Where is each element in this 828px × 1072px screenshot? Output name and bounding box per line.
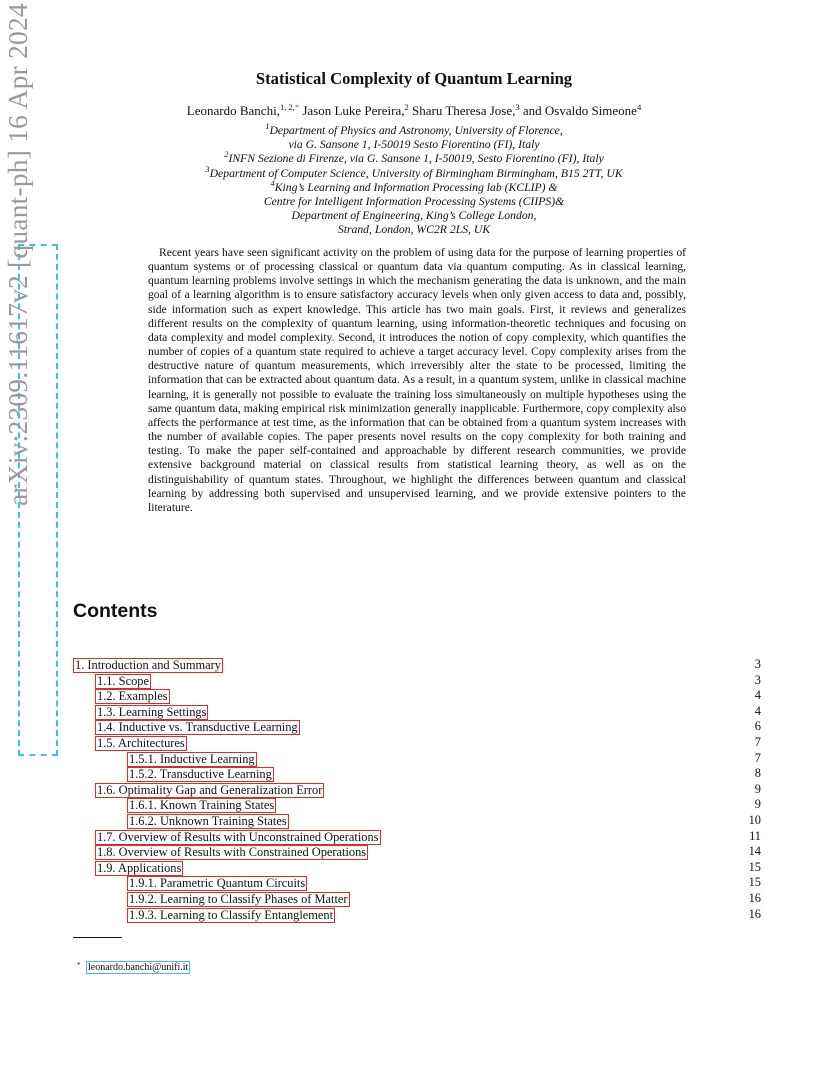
toc-row (0, 813, 828, 829)
contents-heading: Contents (73, 600, 158, 622)
author-affiliation-mark: 1, 2, (279, 102, 295, 112)
toc-page-number: 15 (748, 859, 761, 874)
toc-row (0, 657, 828, 673)
affiliation-text: via G. Sansone 1, I-50019 Sesto Fiorentino (FI), Italy (288, 138, 540, 152)
toc-page-number: 7 (754, 734, 761, 749)
toc-page-number: 16 (748, 906, 761, 921)
toc-entry-link[interactable]: 1.6. Optimality Gap and Generalization Error (97, 782, 323, 797)
toc-row (0, 907, 828, 923)
toc-row (0, 891, 828, 907)
author-footnote-link[interactable]: * (294, 102, 300, 112)
affiliation-number: 1 (265, 121, 270, 131)
toc-page-number: 3 (754, 657, 761, 671)
author-affiliation-mark: 2 (404, 102, 409, 112)
affiliation-line (0, 209, 828, 223)
toc-row (0, 704, 828, 720)
footnote-rule (73, 937, 122, 938)
affiliation-line (0, 149, 828, 166)
toc-page-number: 10 (748, 812, 761, 827)
toc-entry-link[interactable]: 1.6.2. Unknown Training States (129, 813, 287, 828)
toc-page-number: 16 (748, 890, 761, 905)
author-name: Sharu Theresa Jose, (408, 103, 516, 118)
author-name: Jason Luke Pereira, (299, 103, 405, 118)
author-name: Leonardo Banchi, (186, 103, 280, 118)
affiliation-line (0, 138, 828, 152)
affiliation-text: INFN Sezione di Firenze, via G. Sansone 1, I-50019, Sesto Fiorentino (FI), Italy (228, 152, 604, 166)
affiliation-text: Department of Computer Science, University of Birmingham Birmingham, B15 2TT, UK (209, 166, 623, 180)
toc-page-number: 6 (754, 719, 761, 734)
toc-entry-link[interactable]: 1.9.3. Learning to Classify Entanglement (129, 907, 334, 922)
toc-entry-link[interactable]: 1.1. Scope (97, 673, 149, 688)
footnote (77, 962, 190, 973)
affiliation-text: Department of Engineering, King’s College London, (291, 209, 537, 223)
toc-entry-link[interactable]: 1.7. Overview of Results with Unconstrained Operations (97, 829, 379, 844)
affiliation-line (0, 223, 828, 237)
toc-row (0, 766, 828, 782)
toc-entry-link[interactable]: 1.5. Architectures (97, 735, 185, 750)
toc-page-number: 9 (754, 797, 761, 812)
toc-page-number: 3 (754, 672, 761, 687)
toc-page-number: 8 (754, 766, 761, 781)
toc-page-number: 9 (754, 781, 761, 796)
toc-entry-link[interactable]: 1.6.1. Known Training States (129, 798, 275, 813)
toc-row (0, 751, 828, 767)
toc-entry-link[interactable]: 1.3. Learning Settings (97, 704, 207, 719)
affiliation-text: Department of Physics and Astronomy, University of Florence, (269, 124, 563, 137)
toc-entry-link[interactable]: 1.2. Examples (97, 689, 168, 704)
affiliation-line (0, 163, 828, 181)
toc-entry-link[interactable]: 1.9.1. Parametric Quantum Circuits (129, 876, 306, 891)
toc-entry-link[interactable]: 1.5.1. Inductive Learning (129, 751, 255, 766)
affiliation-number: 3 (205, 163, 210, 174)
paper-title: Statistical Complexity of Quantum Learning (255, 69, 573, 88)
arxiv-identifier[interactable]: arXiv:2309.11617v2 [quant-ph] 16 Apr 2024 (2, 3, 33, 506)
footnote-mark: * (77, 961, 81, 969)
affiliation-line (0, 121, 828, 138)
affiliation-text: Strand, London, WC2R 2LS, UK (337, 223, 491, 237)
toc-row (0, 719, 828, 735)
toc-entry-link[interactable]: 1.5.2. Transductive Learning (129, 767, 272, 782)
affiliation-text: King’s Learning and Information Processing lab (KCLIP) & (274, 180, 558, 194)
toc-row (0, 797, 828, 813)
author-affiliation-mark: 4 (636, 102, 642, 112)
affiliation-number: 4 (270, 177, 275, 188)
abstract: Recent years have seen significant activity on the problem of using data for the purpose of learning properties of quantum systems or of processing classical or quantum data via quantum computing. As in classical learning, quantum learning problems involve settings in which the mechanism generating the data is unknown, and the main goal of a learning algorithm is to ensure satisfactory accuracy levels when only given access to data and, possibly, side information such as expert knowledge. This article has two main goals. First, it reviews and generalizes different results on the complexity of quantum learning, using information-theoretic techniques and focusing on data complexity and model complexity. Second, it introduces the notion of copy complexity, which quantifies the number of copies of a quantum state required to achieve a target accuracy level. Copy complexity arises from the destructive nature of quantum measurements, which irreversibly alter the state to be processed, limiting the information that can be extracted about quantum data. As a result, in a quantum system, unlike in classical machine learning, it is generally not possible to evaluate the training loss simultaneously on multiple hypotheses using the same quantum data, making empirical risk minimization generally inapplicable. Furthermore, copy complexity also affects the performance at test time, as the information that can be obtained from a quantum system increases with the number of available copies. The paper presents novel results on the copy complexity for both training and testing. To make the paper self-contained and approachable by different research communities, we provide extensive background material on classical results from statistical learning theory, as well as on the distinguishability of quantum states. Throughout, we highlight the differences between quantum and classical learning by addressing both supervised and unsupervised learning, and we provide extensive pointers to the literature. (148, 246, 686, 514)
toc-entry-link[interactable]: 1.9.2. Learning to Classify Phases of Matter (129, 891, 348, 906)
toc-entry-link[interactable]: 1. Introduction and Summary (75, 658, 221, 672)
toc-page-number: 4 (754, 688, 761, 703)
author-name: and Osvaldo Simeone (519, 103, 637, 118)
toc-row (0, 875, 828, 891)
table-of-contents (0, 657, 828, 922)
affiliation-line (0, 177, 828, 195)
author-affiliation-mark: 3 (515, 102, 520, 112)
toc-page-number: 4 (754, 703, 761, 718)
affiliation-line (0, 195, 828, 209)
toc-row (0, 844, 828, 860)
author-list (0, 103, 828, 119)
toc-entry-link[interactable]: 1.4. Inductive vs. Transductive Learning (97, 720, 298, 735)
toc-row (0, 735, 828, 751)
toc-entry-link[interactable]: 1.8. Overview of Results with Constrained Operations (97, 845, 367, 860)
affiliation-text: Centre for Intelligent Information Processing Systems (CIIPS)& (263, 195, 565, 209)
affiliations (0, 121, 828, 238)
toc-row (0, 829, 828, 845)
toc-page-number: 7 (754, 750, 761, 765)
toc-entry-link[interactable]: 1.9. Applications (97, 860, 182, 875)
toc-row (0, 782, 828, 798)
affiliation-number: 2 (224, 149, 229, 160)
toc-page-number: 15 (748, 875, 761, 890)
email-link[interactable]: leonardo.banchi@unifi.it (88, 962, 189, 973)
toc-row (0, 860, 828, 876)
toc-row (0, 688, 828, 704)
toc-row (0, 673, 828, 689)
toc-page-number: 14 (748, 844, 761, 859)
toc-page-number: 11 (749, 828, 761, 843)
